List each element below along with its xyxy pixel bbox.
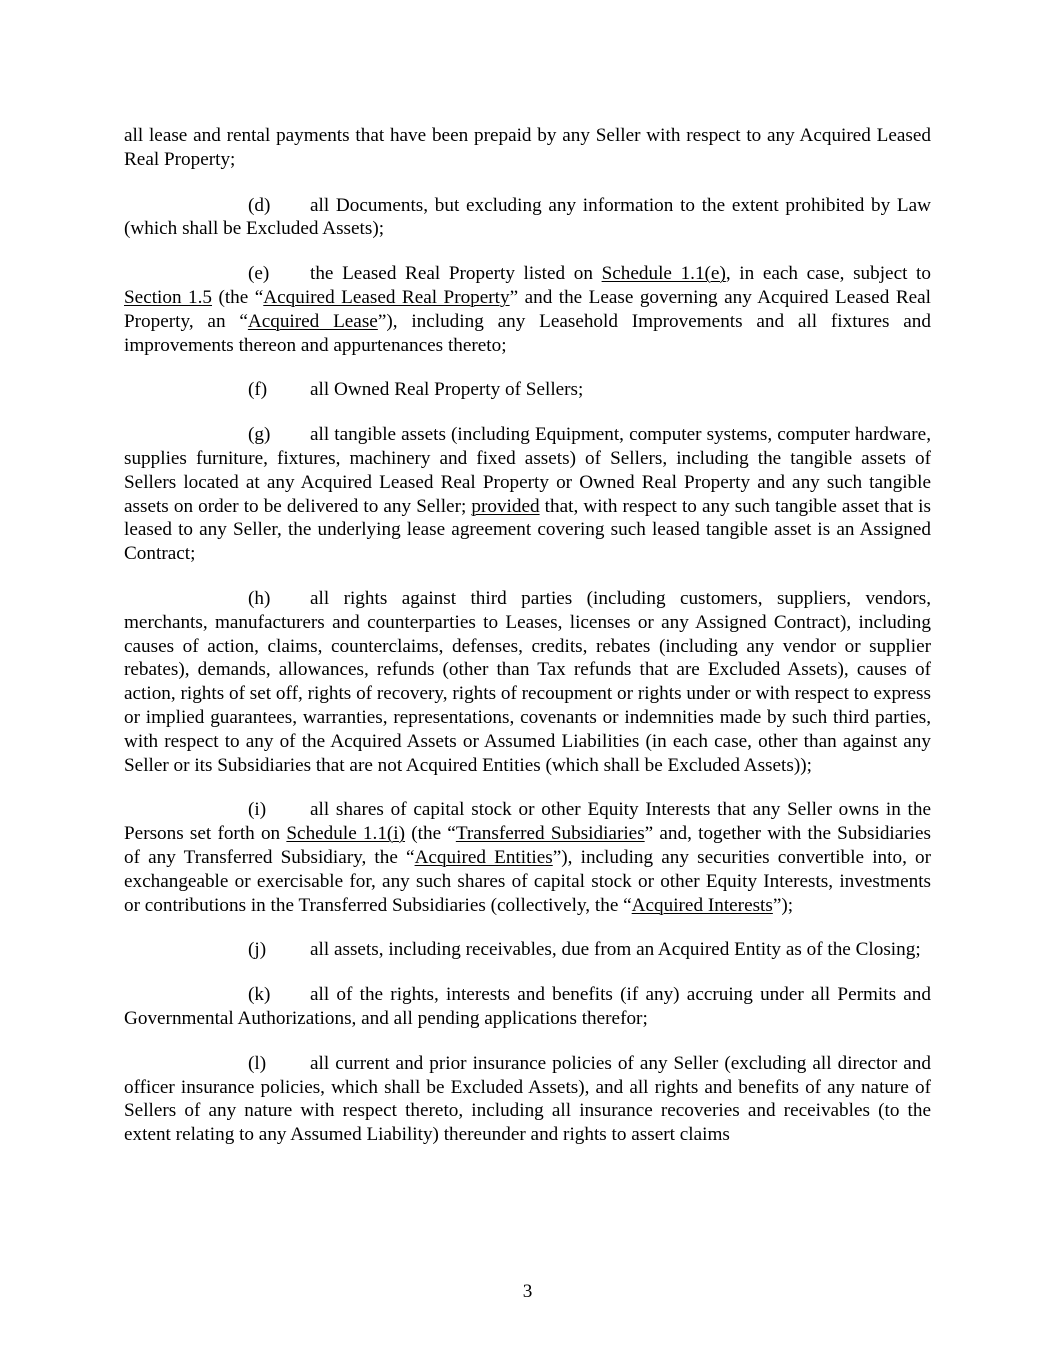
paragraph-g-label: (g) <box>248 424 271 446</box>
paragraph-i-text: (the “ <box>405 823 456 845</box>
paragraph-g <box>124 423 931 566</box>
paragraph-i-text: ” and, together with the Subsidiaries of any Transferred Subsidiary, the “ <box>124 823 931 868</box>
document-page <box>124 124 931 1168</box>
paragraph-i <box>124 798 931 917</box>
paragraph-g-text: that, with respect to any such tangible asset that is leased to any Seller, the underlying lease agreement covering such leased tangible asset is an Assigned Contract; <box>124 495 931 565</box>
paragraph-f-text: all Owned Real Property of Sellers; <box>310 379 584 401</box>
paragraph-h-text: all rights against third parties (including customers, suppliers, vendors, merchants, manufacturers and counterparties to Leases, licenses or any Assigned Contract), including causes of action, claims, counterclaims, defenses, credits, rebates (including any vendor or supplier rebates), demands, allowances, refunds (other than Tax refunds that are Excluded Assets), causes of action, rights of set off, rights of recovery, rights of recoupment or rights under or with respect to express or implied guarantees, warranties, representations, covenants or indemnities made by such third parties, with respect to any of the Acquired Assets or Assumed Liabilities (in each case, other than against any Seller or its Subsidiaries that are not Acquired Entities (which shall be Excluded Assets)); <box>124 587 931 776</box>
paragraph-k <box>124 983 931 1031</box>
paragraph-e-text: the Leased Real Property listed on <box>310 263 602 285</box>
paragraph-g-text: all tangible assets (including Equipment, computer systems, computer hardware, supplies furniture, fixtures, machinery and fixed assets) of Sellers, including the tangible assets of Sellers located at any Acquired Leased Real Property or Owned Real Property and any such tangible assets on order to be delivered to any Seller; <box>124 424 931 517</box>
paragraph-d <box>124 194 931 242</box>
paragraph-i-label: (i) <box>248 799 267 821</box>
page-number: 3 <box>522 1281 533 1302</box>
paragraph-d-text: all Documents, but excluding any information to the extent prohibited by Law (which shall be Excluded Assets); <box>124 194 931 240</box>
schedule-1-1-i-reference: Schedule 1.1(i) <box>286 823 406 845</box>
paragraph-l <box>124 1052 931 1147</box>
paragraph-l-label: (l) <box>248 1052 267 1074</box>
paragraph-e-label: (e) <box>248 263 270 285</box>
paragraph-k-text: all of the rights, interests and benefits (if any) accruing under all Permits and Governmental Authorizations, and all pending applications therefor; <box>124 984 931 1029</box>
paragraph-j <box>124 938 931 962</box>
paragraph-f <box>124 378 931 402</box>
schedule-1-1-e-reference: Schedule 1.1(e) <box>601 263 726 285</box>
paragraph-l-text: all current and prior insurance policies of any Seller (excluding all director and officer insurance policies, which shall be Excluded Assets), and all rights and benefits of any nature of Sellers of any nature with respect thereto, including all insurance recoveries and receivables (to the extent relating to any Assumed Liability) thereunder and rights to assert claims <box>124 1052 931 1146</box>
defined-term-acquired-entities: Acquired Entities <box>414 846 553 868</box>
paragraph-e-text: ”), including any Leasehold Improvements and all fixtures and improvements thereon and appurtenances thereto; <box>124 310 931 356</box>
paragraph-e-text: , in each case, subject to <box>725 263 931 285</box>
paragraph-e-text: (the “ <box>212 286 264 308</box>
paragraph-h <box>124 587 931 777</box>
defined-term-transferred-subsidiaries: Transferred Subsidiaries <box>455 823 645 845</box>
section-1-5-reference: Section 1.5 <box>124 286 212 308</box>
paragraph-e-text: ” and the Lease governing any Acquired Leased Real Property, an “ <box>124 286 931 332</box>
paragraph-i-text: all shares of capital stock or other Equity Interests that any Seller owns in the Persons set forth on <box>124 799 931 845</box>
defined-term-acquired-interests: Acquired Interests <box>631 894 773 916</box>
paragraph-h-label: (h) <box>248 587 271 609</box>
paragraph-k-label: (k) <box>248 984 271 1006</box>
defined-term-acquired-lease: Acquired Lease <box>247 310 378 332</box>
paragraph-c-continuation: all lease and rental payments that have been prepaid by any Seller with respect to any Acquired Leased Real Property; <box>124 125 931 170</box>
paragraph-d-label: (d) <box>248 194 271 216</box>
paragraph-i-text: ”), including any securities convertible into, or exchangeable or exercisable for, any such shares of capital stock or other Equity Interests, investments or contributions in the Transferred Subsidiaries (collectively, the “ <box>124 846 932 916</box>
defined-term-acquired-leased-real-property: Acquired Leased Real Property <box>263 286 510 308</box>
term-provided: provided <box>471 495 540 517</box>
paragraph-e <box>124 262 931 357</box>
paragraph-j-label: (j) <box>248 939 267 961</box>
paragraph-f-label: (f) <box>248 379 268 401</box>
paragraph-j-text: all assets, including receivables, due from an Acquired Entity as of the Closing; <box>310 939 921 961</box>
paragraph-i-text: ”); <box>772 894 794 916</box>
